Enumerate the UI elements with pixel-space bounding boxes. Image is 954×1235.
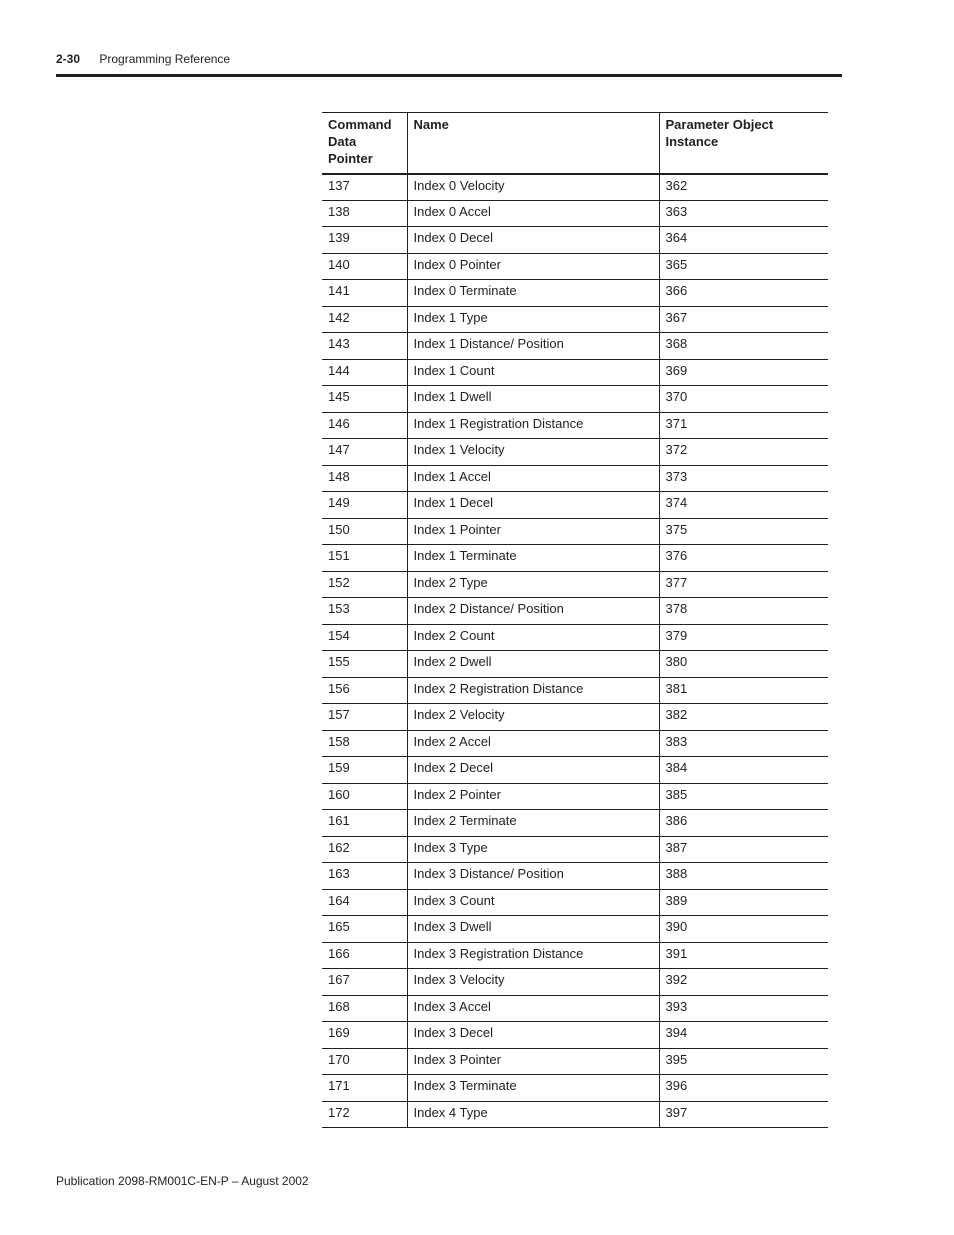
cell-parameter-object-instance: 378 [659,598,828,625]
cell-command-data-pointer: 160 [322,783,407,810]
cell-command-data-pointer: 164 [322,889,407,916]
cell-parameter-object-instance: 386 [659,810,828,837]
cell-command-data-pointer: 137 [322,174,407,201]
cell-parameter-object-instance: 389 [659,889,828,916]
column-header-name: Name [407,113,659,174]
table-row [322,439,828,466]
cell-name: Index 2 Registration Distance [407,677,659,704]
table-row [322,651,828,678]
table-row [322,518,828,545]
cell-command-data-pointer: 146 [322,412,407,439]
cell-command-data-pointer: 172 [322,1101,407,1128]
cell-name: Index 1 Registration Distance [407,412,659,439]
cell-parameter-object-instance: 397 [659,1101,828,1128]
table-row [322,942,828,969]
cell-name: Index 2 Type [407,571,659,598]
cell-parameter-object-instance: 390 [659,916,828,943]
cell-name: Index 4 Type [407,1101,659,1128]
cell-parameter-object-instance: 373 [659,465,828,492]
cell-name: Index 3 Decel [407,1022,659,1049]
cell-command-data-pointer: 138 [322,200,407,227]
header-rule [56,74,842,77]
cell-parameter-object-instance: 392 [659,969,828,996]
column-header-label: Parameter Object Instance [665,117,774,149]
cell-command-data-pointer: 145 [322,386,407,413]
cell-name: Index 2 Velocity [407,704,659,731]
parameter-table [322,112,828,1128]
table-row [322,386,828,413]
table-body [322,174,828,1128]
cell-command-data-pointer: 148 [322,465,407,492]
cell-parameter-object-instance: 375 [659,518,828,545]
cell-parameter-object-instance: 369 [659,359,828,386]
cell-parameter-object-instance: 396 [659,1075,828,1102]
cell-name: Index 3 Pointer [407,1048,659,1075]
cell-parameter-object-instance: 391 [659,942,828,969]
table-row [322,757,828,784]
cell-command-data-pointer: 154 [322,624,407,651]
cell-parameter-object-instance: 385 [659,783,828,810]
table-row [322,836,828,863]
cell-name: Index 3 Accel [407,995,659,1022]
cell-parameter-object-instance: 388 [659,863,828,890]
table-row [322,598,828,625]
cell-name: Index 1 Distance/ Position [407,333,659,360]
cell-command-data-pointer: 139 [322,227,407,254]
cell-name: Index 1 Type [407,306,659,333]
cell-parameter-object-instance: 370 [659,386,828,413]
cell-command-data-pointer: 155 [322,651,407,678]
cell-name: Index 2 Dwell [407,651,659,678]
table-row [322,333,828,360]
cell-name: Index 2 Count [407,624,659,651]
cell-command-data-pointer: 143 [322,333,407,360]
table-row [322,200,828,227]
cell-name: Index 1 Terminate [407,545,659,572]
cell-command-data-pointer: 170 [322,1048,407,1075]
cell-command-data-pointer: 156 [322,677,407,704]
table-row [322,624,828,651]
table-row [322,1022,828,1049]
table-row [322,783,828,810]
cell-command-data-pointer: 162 [322,836,407,863]
cell-name: Index 0 Terminate [407,280,659,307]
cell-name: Index 3 Dwell [407,916,659,943]
table-row [322,1048,828,1075]
cell-name: Index 2 Decel [407,757,659,784]
table-row [322,677,828,704]
section-title: Programming Reference [99,52,231,66]
cell-parameter-object-instance: 377 [659,571,828,598]
cell-command-data-pointer: 169 [322,1022,407,1049]
cell-parameter-object-instance: 365 [659,253,828,280]
table-row [322,969,828,996]
cell-name: Index 0 Pointer [407,253,659,280]
table-row [322,704,828,731]
cell-parameter-object-instance: 393 [659,995,828,1022]
cell-command-data-pointer: 159 [322,757,407,784]
cell-parameter-object-instance: 382 [659,704,828,731]
cell-parameter-object-instance: 374 [659,492,828,519]
cell-parameter-object-instance: 394 [659,1022,828,1049]
cell-command-data-pointer: 157 [322,704,407,731]
cell-command-data-pointer: 171 [322,1075,407,1102]
cell-parameter-object-instance: 376 [659,545,828,572]
cell-name: Index 3 Terminate [407,1075,659,1102]
table-row [322,1101,828,1128]
cell-name: Index 2 Accel [407,730,659,757]
cell-command-data-pointer: 152 [322,571,407,598]
cell-parameter-object-instance: 384 [659,757,828,784]
cell-parameter-object-instance: 371 [659,412,828,439]
cell-name: Index 1 Accel [407,465,659,492]
cell-parameter-object-instance: 366 [659,280,828,307]
cell-command-data-pointer: 142 [322,306,407,333]
cell-name: Index 1 Decel [407,492,659,519]
table-row [322,730,828,757]
column-header-parameter-object-instance [659,113,828,174]
cell-command-data-pointer: 161 [322,810,407,837]
column-header-label: Command Data Pointer [328,117,392,166]
cell-name: Index 3 Registration Distance [407,942,659,969]
table-row [322,492,828,519]
cell-parameter-object-instance: 387 [659,836,828,863]
cell-name: Index 2 Distance/ Position [407,598,659,625]
publication-footer: Publication 2098-RM001C-EN-P – August 2002 [56,1174,309,1188]
table-row [322,174,828,201]
cell-command-data-pointer: 166 [322,942,407,969]
table-header-row [322,113,828,174]
cell-command-data-pointer: 167 [322,969,407,996]
cell-command-data-pointer: 141 [322,280,407,307]
cell-name: Index 2 Pointer [407,783,659,810]
table-row [322,465,828,492]
table-row [322,810,828,837]
table-row [322,253,828,280]
cell-command-data-pointer: 153 [322,598,407,625]
cell-name: Index 0 Velocity [407,174,659,201]
cell-parameter-object-instance: 368 [659,333,828,360]
cell-name: Index 1 Count [407,359,659,386]
table-row [322,889,828,916]
cell-parameter-object-instance: 363 [659,200,828,227]
cell-command-data-pointer: 147 [322,439,407,466]
cell-command-data-pointer: 144 [322,359,407,386]
cell-name: Index 3 Velocity [407,969,659,996]
cell-name: Index 1 Dwell [407,386,659,413]
table-row [322,280,828,307]
cell-command-data-pointer: 163 [322,863,407,890]
cell-parameter-object-instance: 381 [659,677,828,704]
table-row [322,359,828,386]
table-row [322,412,828,439]
cell-parameter-object-instance: 364 [659,227,828,254]
table-row [322,227,828,254]
cell-name: Index 3 Type [407,836,659,863]
cell-name: Index 1 Pointer [407,518,659,545]
table-row [322,571,828,598]
cell-name: Index 1 Velocity [407,439,659,466]
cell-name: Index 0 Accel [407,200,659,227]
cell-command-data-pointer: 165 [322,916,407,943]
cell-parameter-object-instance: 379 [659,624,828,651]
cell-name: Index 3 Count [407,889,659,916]
cell-parameter-object-instance: 380 [659,651,828,678]
table-row [322,863,828,890]
table-row [322,995,828,1022]
cell-name: Index 3 Distance/ Position [407,863,659,890]
cell-command-data-pointer: 149 [322,492,407,519]
page-header [56,52,230,66]
page-number: 2-30 [56,52,81,66]
table-row [322,306,828,333]
table-row [322,545,828,572]
cell-command-data-pointer: 168 [322,995,407,1022]
cell-parameter-object-instance: 367 [659,306,828,333]
cell-parameter-object-instance: 383 [659,730,828,757]
cell-parameter-object-instance: 372 [659,439,828,466]
cell-name: Index 0 Decel [407,227,659,254]
cell-name: Index 2 Terminate [407,810,659,837]
column-header-command-data-pointer [322,113,407,174]
cell-command-data-pointer: 140 [322,253,407,280]
cell-parameter-object-instance: 362 [659,174,828,201]
table-row [322,1075,828,1102]
cell-command-data-pointer: 150 [322,518,407,545]
cell-parameter-object-instance: 395 [659,1048,828,1075]
cell-command-data-pointer: 151 [322,545,407,572]
table-row [322,916,828,943]
cell-command-data-pointer: 158 [322,730,407,757]
